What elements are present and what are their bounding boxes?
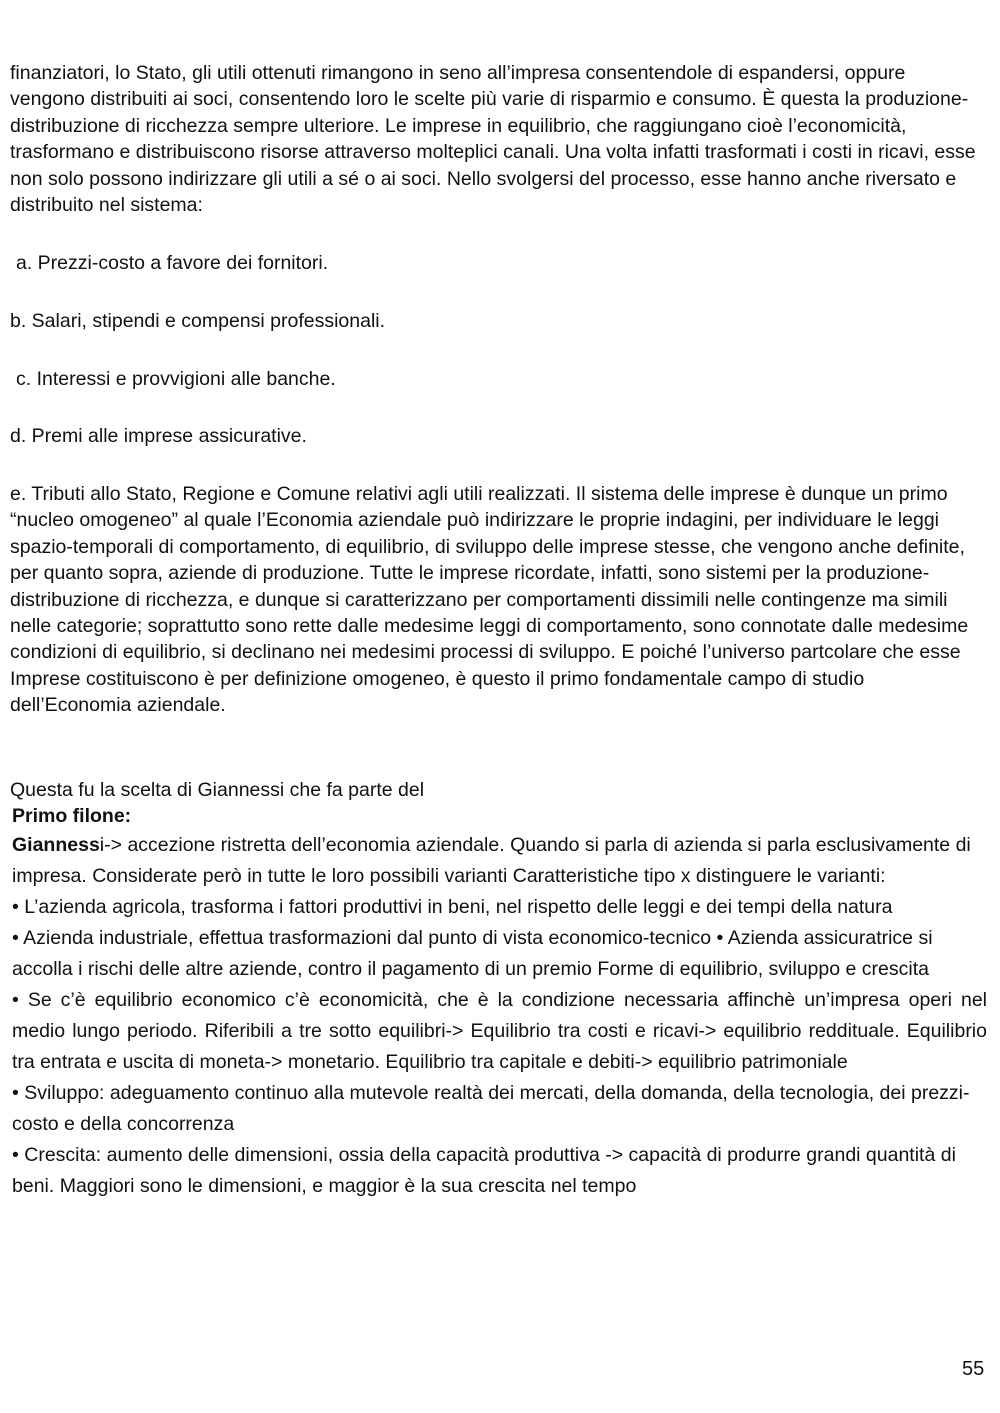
list-item-a: a. Prezzi-costo a favore dei fornitori. <box>16 252 329 274</box>
giannessi-paragraph <box>12 830 987 892</box>
questa-line: Questa fu la scelta di Giannessi che fa parte del <box>10 779 425 801</box>
section-heading: Primo filone: <box>12 805 132 827</box>
bullet-item: • Se c’è equilibrio economico c’è economicità, che è la condizione necessaria affinchè un’impresa operi nel medio lungo periodo. Riferibili a tre sotto equilibri-> Equilibrio tra costi e ricavi-> equilibrio reddituale. Equilibrio tra entrata e uscita di moneta-> monetario. Equilibrio tra capitale e debiti-> equilibrio patrimoniale <box>12 989 987 1073</box>
giannessi-name-rest: i <box>99 834 105 856</box>
list-item-c: c. Interessi e provvigioni alle banche. <box>16 368 336 390</box>
giannessi-name: Gianness <box>12 834 100 856</box>
page-number: 55 <box>962 1358 985 1380</box>
primo-filone-section <box>12 802 987 1202</box>
bullet-item: • Azienda industriale, effettua trasformazioni dal punto di vista economico-tecnico • Azienda assicuratrice si accolla i rischi delle altre aziende, contro il pagamento di un premio Forme di equilibrio, sviluppo e crescita <box>12 927 933 980</box>
intro-paragraph: finanziatori, lo Stato, gli utili ottenuti rimangono in seno all’impresa consentendole di espandersi, oppure vengono distribuiti ai soci, consentendo loro le scelte più varie di risparmio e consumo. È questa la produzione-distribuzione di ricchezza sempre ulteriore. Le imprese in equilibrio, che raggiungano cioè l’economicità, trasformano e distribuiscono risorse attraverso molteplici canali. Una volta infatti trasformati i costi in ricavi, esse non solo possono indirizzare gli utili a sé o ai soci. Nello svolgersi del processo, esse hanno anche riversato e distribuito nel sistema: <box>10 62 976 217</box>
bullet-item: • Sviluppo: adeguamento continuo alla mutevole realtà dei mercati, della domanda, della tecnologia, dei prezzi-costo e della concorrenza <box>12 1082 970 1135</box>
list-item-e: e. Tributi allo Stato, Regione e Comune relativi agli utili realizzati. Il sistema delle imprese è dunque un primo “nucleo omogeneo” al quale l’Economia aziendale può indirizzare le proprie indagini, per individuare le leggi spazio-temporali di comportamento, di equilibrio, di sviluppo delle imprese stesse, che vengono anche definite, per quanto sopra, aziende di produzione. Tutte le imprese ricordate, infatti, sono sistemi per la produzione-distribuzione di ricchezza, e dunque si caratterizzano per comportamenti dissimili nelle contingenze ma simili nelle categorie; soprattutto sono rette dalle medesime leggi di comportamento, sono connotate dalle medesime condizioni di equilibrio, si declinano nei medesimi processi di sviluppo. E poiché l’universo partcolare che esse Imprese costituiscono è per definizione omogeneo, è questo il primo fondamentale campo di studio dell’Economia aziendale. <box>10 483 969 717</box>
bullet-item: • L’azienda agricola, trasforma i fattori produttivi in beni, nel rispetto delle leggi e dei tempi della natura <box>12 896 893 918</box>
bullet-item: • Crescita: aumento delle dimensioni, ossia della capacità produttiva -> capacità di produrre grandi quantità di beni. Maggiori sono le dimensioni, e maggior è la sua crescita nel tempo <box>12 1144 956 1197</box>
list-item-b: b. Salari, stipendi e compensi professionali. <box>10 310 386 332</box>
list-item-d: d. Premi alle imprese assicurative. <box>10 425 307 447</box>
giannessi-text: -> accezione ristretta dell’economia aziendale. Quando si parla di azienda si parla esclusivamente di impresa. Considerate però in tutte le loro possibili varianti Caratteristiche tipo x distinguere le varianti: <box>12 834 971 887</box>
